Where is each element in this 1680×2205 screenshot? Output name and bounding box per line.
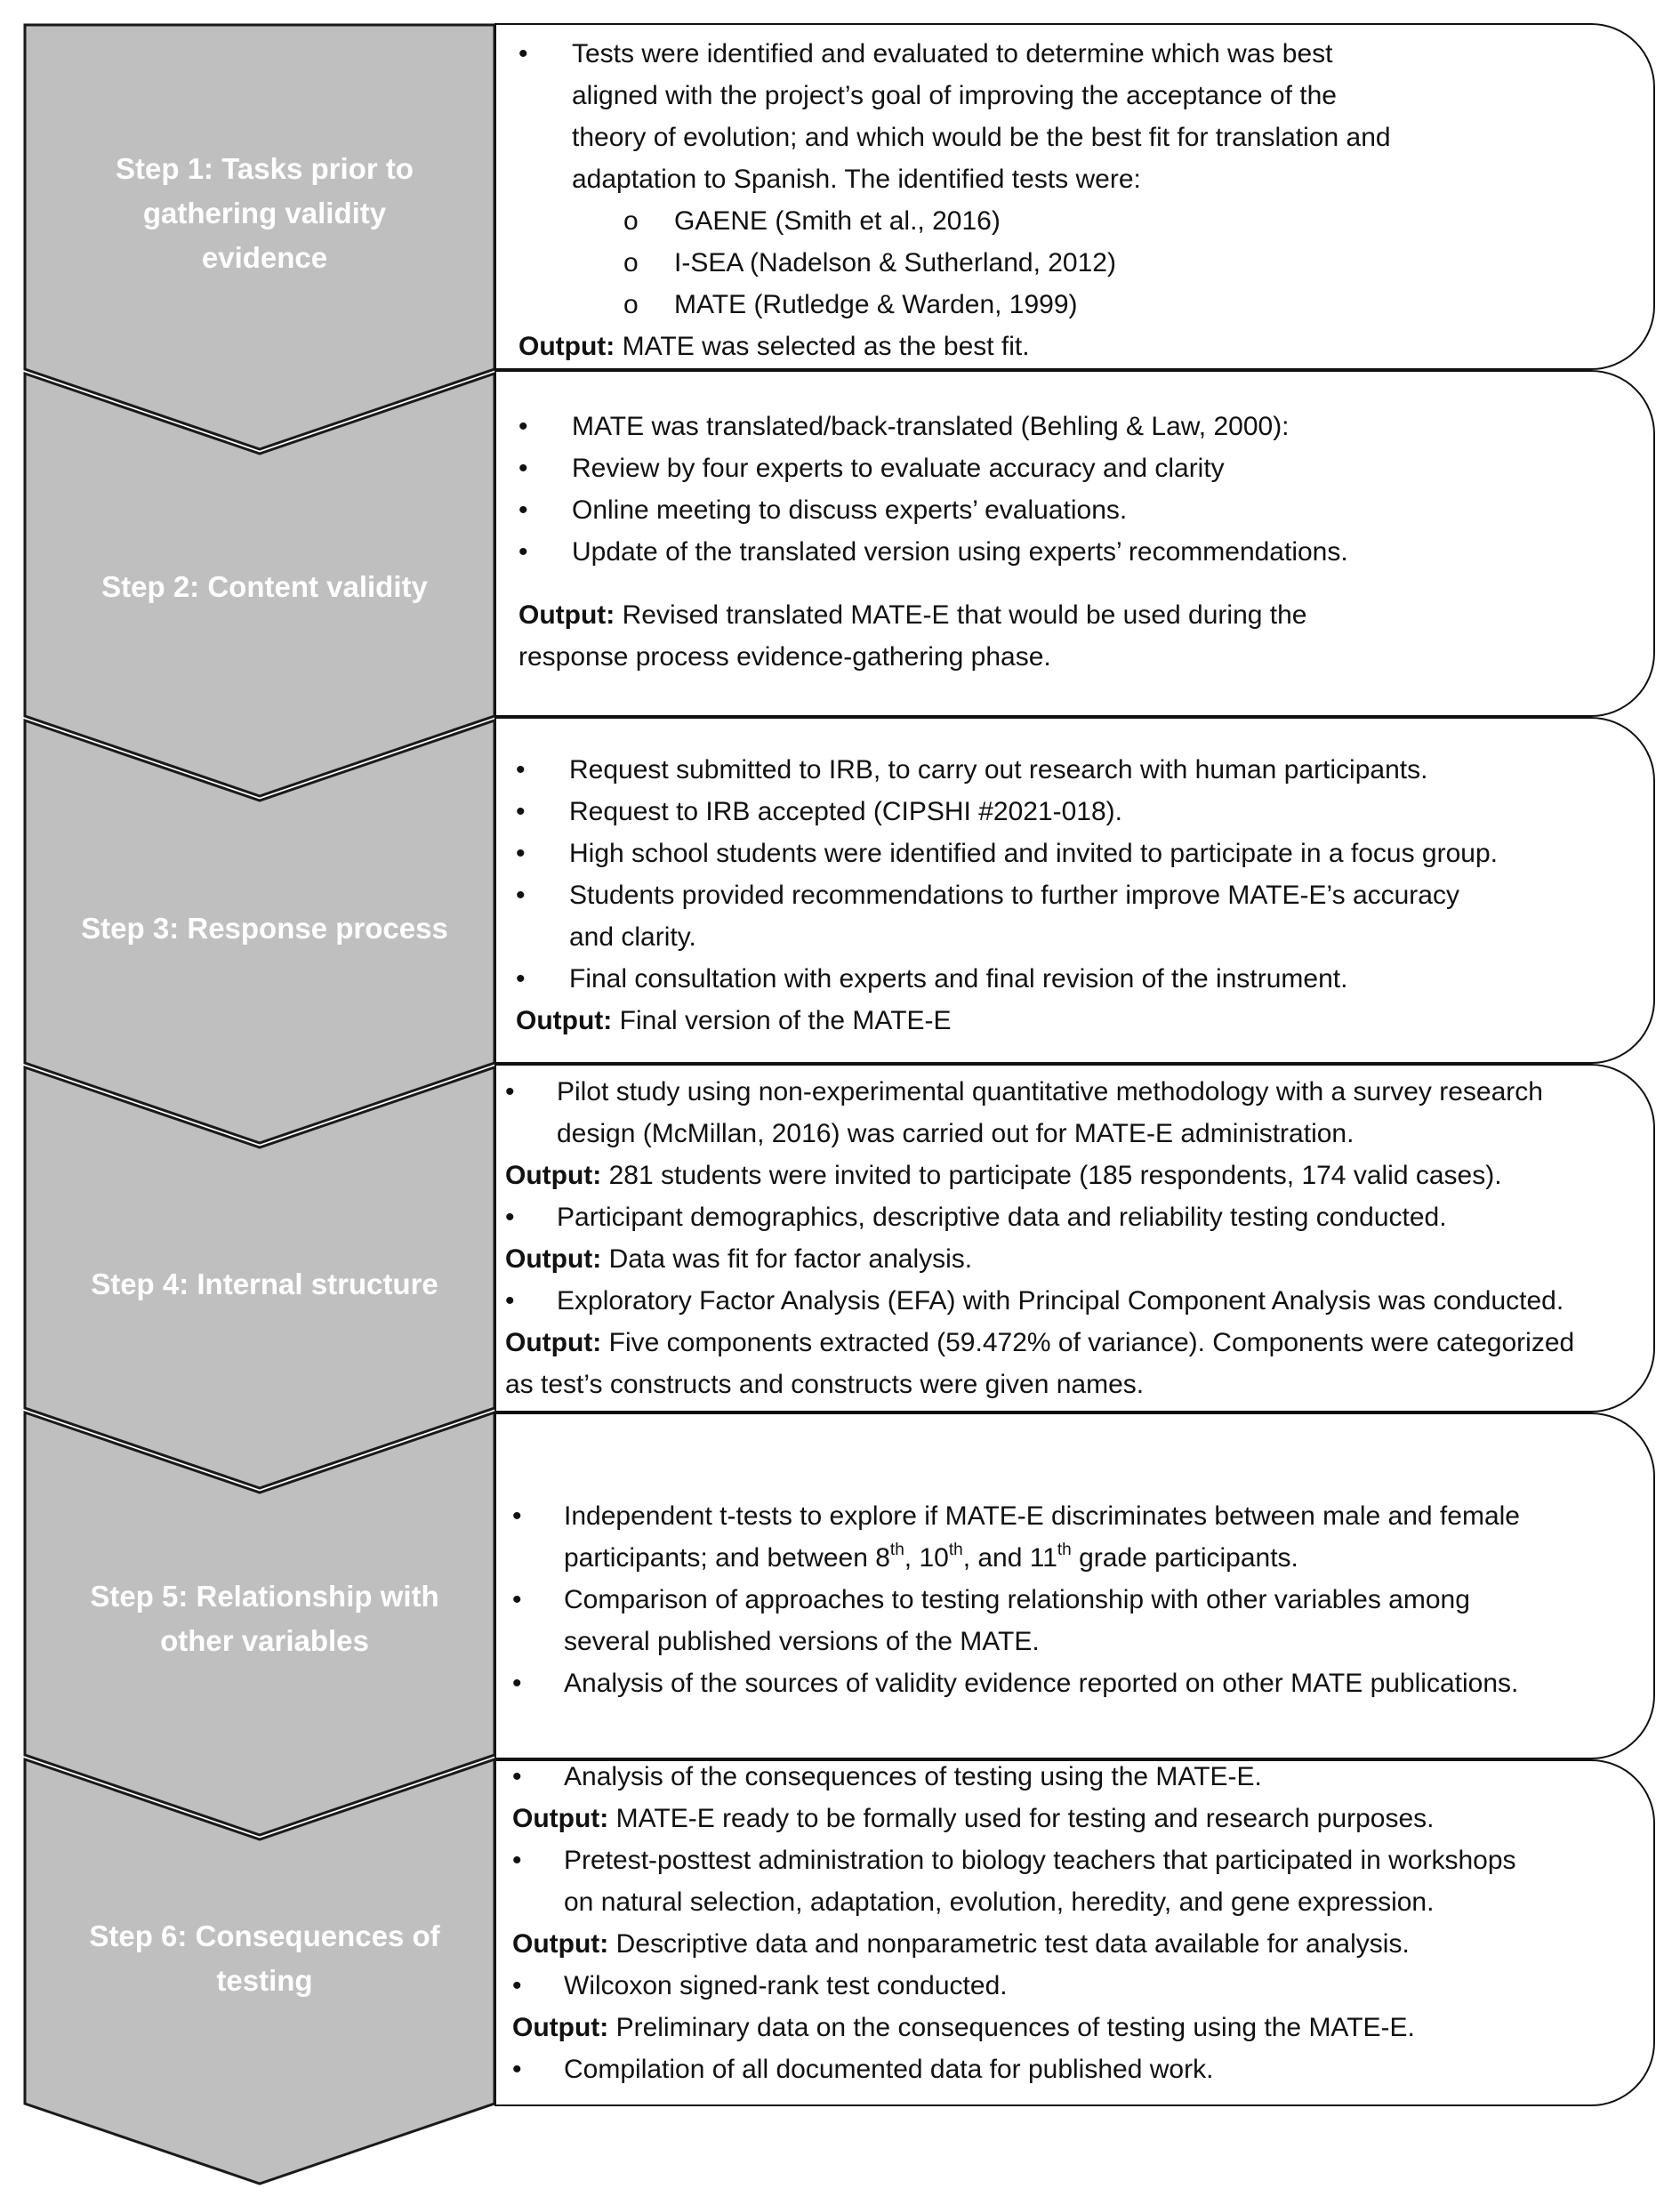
bullet-icon: • — [512, 2055, 522, 2084]
step-1-sub-item: MATE (Rutledge & Warden, 1999) — [674, 290, 1078, 319]
step-6-output — [512, 2007, 1415, 2049]
output-label: Output: — [518, 600, 615, 630]
bullet-icon: • — [516, 839, 526, 868]
step-4-bullet: Pilot study using non-experimental quantitative methodology with a survey research — [557, 1077, 1543, 1107]
step-2-bullet: MATE was translated/back-translated (Behling & Law, 2000): — [572, 412, 1290, 441]
step-4-output — [505, 1155, 1502, 1197]
step-4-content-box — [494, 1064, 1655, 1412]
output-label: Output: — [505, 1328, 602, 1357]
step-1-intro-line: adaptation to Spanish. The identified tests were: — [572, 165, 1141, 194]
step-1-sub-item: GAENE (Smith et al., 2016) — [674, 206, 1001, 236]
step-4-output — [505, 1322, 1574, 1364]
step-5-label-line: other variables — [160, 1624, 369, 1657]
bullet-icon: • — [516, 964, 526, 994]
step-1-label — [27, 133, 502, 294]
superscript: th — [889, 1541, 904, 1559]
step-2-bullet: Review by four experts to evaluate accuracy and clarity — [572, 454, 1225, 483]
step-1-intro-line: Tests were identified and evaluated to determine which was best — [572, 39, 1333, 68]
step-3-label-text: Step 3: Response process — [81, 912, 448, 945]
output-label: Output: — [505, 1244, 602, 1274]
bullet-icon: • — [518, 39, 528, 68]
step-6-bullet: Pretest-posttest administration to biology teachers that participated in workshops — [564, 1846, 1516, 1875]
step-6-bullet: Compilation of all documented data for published work. — [564, 2055, 1214, 2084]
bullet-icon: • — [505, 1286, 515, 1316]
step-2-output-cont: response process evidence-gathering phase. — [518, 642, 1051, 672]
step-2-bullet: Update of the translated version using experts’ recommendations. — [572, 537, 1348, 567]
step-3-bullet: High school students were identified and invited to participate in a focus group. — [569, 839, 1498, 868]
step-4-bullet: Participant demographics, descriptive data and reliability testing conducted. — [557, 1203, 1447, 1232]
grade-text: , and 11 — [962, 1543, 1057, 1573]
step-1-content-box — [494, 23, 1655, 370]
superscript: th — [1057, 1541, 1072, 1559]
output-label: Output: — [512, 1929, 609, 1959]
step-3-bullet: Request to IRB accepted (CIPSHI #2021-018). — [569, 797, 1123, 826]
step-3-label — [27, 902, 502, 955]
bullet-icon: • — [512, 1501, 522, 1531]
step-6-bullet: Wilcoxon signed-rank test conducted. — [564, 1971, 1008, 2000]
bullet-icon: • — [512, 1971, 522, 2000]
step-2-output — [518, 594, 1307, 637]
sub-bullet-icon: o — [623, 248, 639, 278]
step-5-bullet: Analysis of the sources of validity evidence reported on other MATE publications. — [564, 1669, 1519, 1698]
sub-bullet-icon: o — [623, 206, 639, 236]
step-5-bullet: Comparison of approaches to testing relationship with other variables among — [564, 1585, 1470, 1614]
step-5-label — [27, 1570, 502, 1668]
bullet-icon: • — [518, 412, 528, 441]
output-text: Descriptive data and nonparametric test data available for analysis. — [615, 1929, 1410, 1959]
output-text: MATE-E ready to be formally used for testing and research purposes. — [615, 1804, 1435, 1833]
output-text: Data was fit for factor analysis. — [608, 1244, 973, 1274]
step-1-label-line: gathering validity — [142, 197, 387, 229]
bullet-icon: • — [505, 1077, 515, 1107]
bullet-icon: • — [512, 1762, 522, 1791]
output-text: MATE was selected as the best fit. — [622, 332, 1030, 361]
bullet-icon: • — [518, 454, 528, 483]
bullet-icon: • — [505, 1203, 515, 1232]
step-2-content-box — [494, 370, 1655, 717]
step-3-bullet: Students provided recommendations to further improve MATE-E’s accuracy — [569, 881, 1459, 910]
step-1-sub-item: I-SEA (Nadelson & Sutherland, 2012) — [674, 248, 1116, 278]
grade-text: grade participants. — [1071, 1543, 1298, 1573]
step-1-label-line: evidence — [201, 241, 328, 274]
step-1-intro-line: theory of evolution; and which would be the best fit for translation and — [572, 123, 1391, 152]
step-4-label-text: Step 4: Internal structure — [91, 1267, 438, 1300]
step-6-output — [512, 1923, 1410, 1966]
output-text: Preliminary data on the consequences of testing using the MATE-E. — [615, 2013, 1415, 2042]
step-3-output — [516, 1000, 952, 1042]
step-4-bullet: Exploratory Factor Analysis (EFA) with Principal Component Analysis was conducted. — [557, 1286, 1564, 1316]
step-3-content-box — [494, 717, 1655, 1064]
output-label: Output: — [512, 1804, 609, 1833]
grade-text: participants; and between 8 — [564, 1543, 890, 1573]
step-6-bullet-cont: on natural selection, adaptation, evolution, heredity, and gene expression. — [564, 1887, 1435, 1917]
step-2-label — [27, 560, 502, 614]
output-label: Output: — [505, 1161, 602, 1190]
bullet-icon: • — [512, 1585, 522, 1614]
sub-bullet-icon: o — [623, 290, 639, 319]
step-1-output — [518, 326, 1030, 368]
output-label: Output: — [512, 2013, 609, 2042]
output-text: Final version of the MATE-E — [619, 1006, 952, 1035]
bullet-icon: • — [516, 881, 526, 910]
bullet-icon: • — [518, 537, 528, 567]
step-2-bullet: Online meeting to discuss experts’ evaluations. — [572, 495, 1128, 525]
output-label: Output: — [516, 1006, 613, 1035]
step-1-label-line: Step 1: Tasks prior to — [116, 152, 414, 185]
bullet-icon: • — [516, 755, 526, 785]
step-3-bullet: Request submitted to IRB, to carry out research with human participants. — [569, 755, 1428, 785]
step-5-label-line: Step 5: Relationship with — [90, 1580, 439, 1613]
output-text: 281 students were invited to participate (185 respondents, 174 valid cases). — [608, 1161, 1502, 1190]
bullet-icon: • — [512, 1669, 522, 1698]
grade-text: , 10 — [904, 1543, 949, 1573]
output-text: Revised translated MATE-E that would be used during the — [622, 600, 1307, 630]
step-5-bullet: Independent t-tests to explore if MATE-E discriminates between male and female — [564, 1501, 1520, 1531]
superscript: th — [948, 1541, 963, 1559]
step-6-label-line: testing — [216, 1964, 313, 1997]
step-4-label — [27, 1258, 502, 1311]
step-3-bullet-cont: and clarity. — [569, 922, 696, 952]
step-5-bullet-cont: several published versions of the MATE. — [564, 1627, 1040, 1656]
step-6-content-box — [494, 1759, 1655, 2106]
step-2-label-text: Step 2: Content validity — [101, 570, 428, 603]
step-5-bullet-cont — [564, 1537, 1298, 1580]
output-text: Five components extracted (59.472% of variance). Components were categorized — [608, 1328, 1575, 1357]
step-5-content-box — [494, 1412, 1655, 1759]
step-4-bullet-cont: design (McMillan, 2016) was carried out for MATE-E administration. — [557, 1119, 1354, 1148]
bullet-icon: • — [518, 495, 528, 525]
step-6-label — [27, 1910, 502, 2008]
bullet-icon: • — [512, 1846, 522, 1875]
step-4-output — [505, 1238, 972, 1281]
step-6-output — [512, 1798, 1435, 1840]
bullet-icon: • — [516, 797, 526, 826]
step-4-output-cont: as test’s constructs and constructs were given names. — [505, 1370, 1145, 1399]
step-6-label-line: Step 6: Consequences of — [89, 1919, 440, 1952]
step-1-intro-line: aligned with the project’s goal of improving the acceptance of the — [572, 81, 1337, 110]
step-6-bullet: Analysis of the consequences of testing using the MATE-E. — [564, 1762, 1262, 1791]
output-label: Output: — [518, 332, 615, 361]
step-3-bullet: Final consultation with experts and final revision of the instrument. — [569, 964, 1348, 994]
